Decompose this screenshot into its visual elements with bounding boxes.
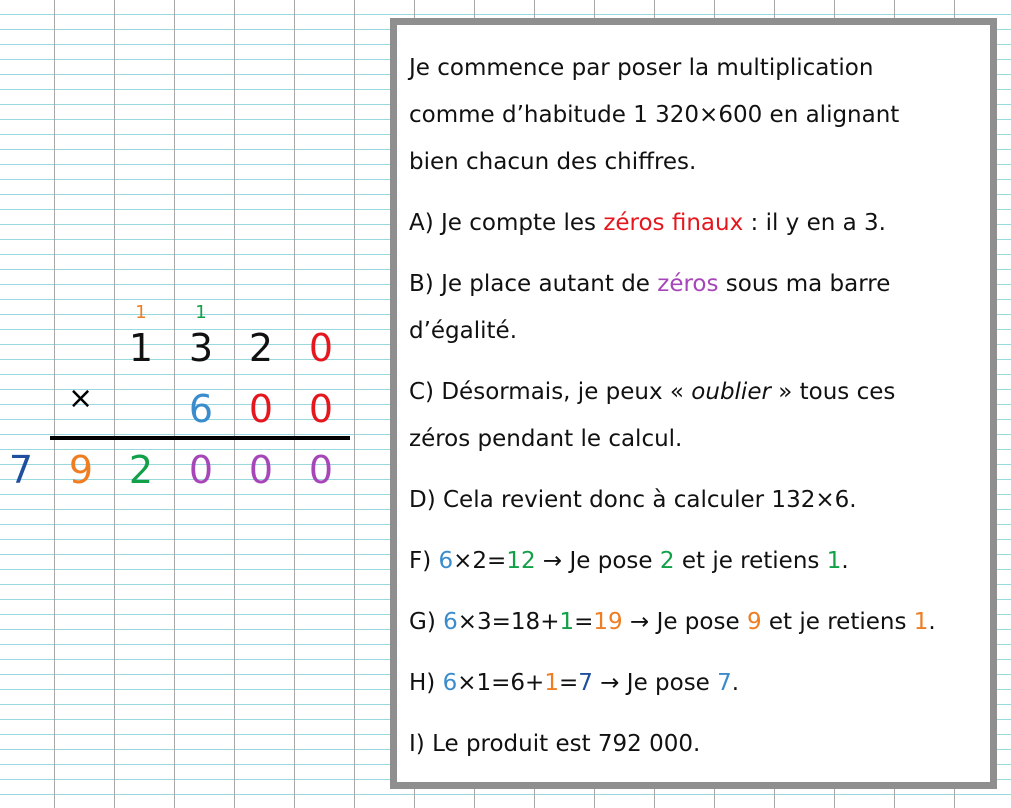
step-g-result: 19 xyxy=(593,609,623,635)
explanation-panel xyxy=(390,18,997,789)
result-bar xyxy=(50,436,350,440)
step-i xyxy=(409,721,978,768)
step-h-text: H) xyxy=(409,670,443,696)
multiplicand-digit: 3 xyxy=(188,326,214,370)
step-a xyxy=(409,200,978,247)
step-g-text: → Je pose xyxy=(622,609,747,635)
result-digit: 9 xyxy=(68,448,94,492)
step-f-text: → Je pose xyxy=(535,548,660,574)
step-h-text: → Je pose xyxy=(592,670,718,696)
step-f-digit: 2 xyxy=(659,548,675,574)
result-digit: 0 xyxy=(308,448,334,492)
step-b-text: d’égalité. xyxy=(409,318,518,344)
multiplier-digit: 0 xyxy=(308,387,334,431)
step-f-result: 12 xyxy=(506,548,536,574)
step-f-six: 6 xyxy=(438,548,454,574)
multiplicand-digit: 2 xyxy=(248,326,274,370)
intro-paragraph xyxy=(409,45,978,186)
step-c-italic: oublier xyxy=(691,379,771,405)
step-g-text: . xyxy=(928,609,936,635)
step-i-text: I) Le produit est 792 000. xyxy=(409,731,701,757)
result-digit: 7 xyxy=(8,448,34,492)
multiplier-digit: 6 xyxy=(188,387,214,431)
step-b-text: sous ma barre xyxy=(718,271,891,297)
step-f xyxy=(409,538,978,585)
step-h-digit: 7 xyxy=(717,670,732,696)
step-h-result: 7 xyxy=(578,670,593,696)
step-g-six: 6 xyxy=(443,609,458,635)
step-g-digit: 9 xyxy=(746,609,762,635)
step-d xyxy=(409,477,978,524)
intro-line: comme d’habitude 1 320×600 en alignant xyxy=(409,102,900,128)
multiplier-digit: 0 xyxy=(248,387,274,431)
step-h-text: ×1=6+ xyxy=(457,670,545,696)
step-a-text: : il y en a 3. xyxy=(743,210,886,236)
step-g-carry: 1 xyxy=(913,609,929,635)
explanation-text xyxy=(409,45,978,768)
step-c-text: C) Désormais, je peux « xyxy=(409,379,692,405)
step-d-text: D) Cela revient donc à calculer 132×6. xyxy=(409,487,857,513)
step-g-text: G) xyxy=(409,609,444,635)
times-sign: × xyxy=(68,381,94,416)
step-h-six: 6 xyxy=(442,670,458,696)
step-g-text: = xyxy=(574,609,594,635)
step-h xyxy=(409,660,978,707)
step-g xyxy=(409,599,978,646)
step-b xyxy=(409,261,978,355)
step-h-text: . xyxy=(731,670,740,696)
step-c xyxy=(409,369,978,463)
step-a-highlight: zéros finaux xyxy=(603,210,744,236)
step-g-text: et je retiens xyxy=(761,609,914,635)
carry-hundreds: 1 xyxy=(135,302,147,323)
step-f-text: ×2= xyxy=(453,548,507,574)
multiplicand-digit: 0 xyxy=(308,326,334,370)
result-digit: 0 xyxy=(188,448,214,492)
step-f-carry: 1 xyxy=(826,548,842,574)
step-f-text: F) xyxy=(409,548,439,574)
step-b-text: B) Je place autant de xyxy=(409,271,658,297)
step-c-text: » tous ces xyxy=(770,379,896,405)
result-digit: 0 xyxy=(248,448,274,492)
step-h-text: = xyxy=(558,670,579,696)
step-h-plus: 1 xyxy=(544,670,559,696)
carry-thousands: 1 xyxy=(195,302,207,323)
step-f-text: . xyxy=(841,548,849,574)
multiplicand-digit: 1 xyxy=(128,326,154,370)
step-f-text: et je retiens xyxy=(674,548,827,574)
step-g-text: ×3=18+ xyxy=(457,609,560,635)
step-g-plus: 1 xyxy=(559,609,575,635)
intro-line: Je commence par poser la multiplication xyxy=(409,55,874,81)
result-digit: 2 xyxy=(128,448,154,492)
step-b-highlight: zéros xyxy=(657,271,719,297)
intro-line: bien chacun des chiffres. xyxy=(409,149,697,175)
step-a-text: A) Je compte les xyxy=(409,210,604,236)
step-c-text: zéros pendant le calcul. xyxy=(409,426,683,452)
